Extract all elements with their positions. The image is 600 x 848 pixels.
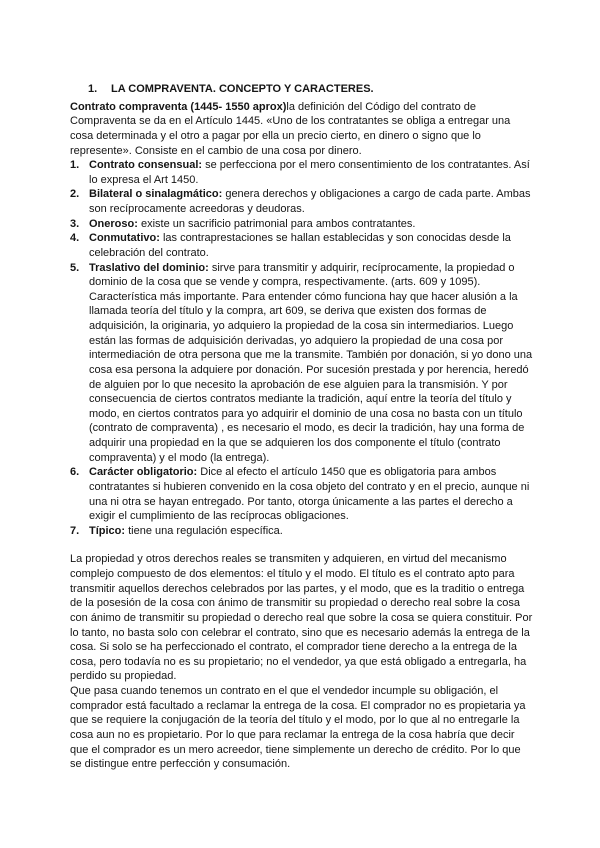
list-item — [70, 158, 534, 187]
list-item-body — [89, 217, 534, 232]
section-title-text: LA COMPRAVENTA. CONCEPTO Y CARACTERES. — [111, 83, 374, 95]
list-item-number: 6. — [70, 466, 80, 479]
list-item-term: Oneroso: — [89, 217, 138, 230]
list-item-text: existe un sacrificio patrimonial para ambos contratantes. — [137, 217, 416, 230]
list-item-text: sirve para transmitir y adquirir, recíprocamente, la propiedad o dominio de la cosa que se vende y compra, respectivamente. (arts. 609 y 1095). Característica más importante. Para entender cómo funciona hay que hacer alusión a la llamada teoría del título y la compra, art 609, se deriva que existen dos formas de adquisición, la originaria, yo adquiero la propiedad de la cosa sin intermediarios. Luego están las formas de adquisición derivadas, yo adquiero la propiedad de una cosa por intermediación de otra persona que me la transmite. También por donación, si yo dono una cosa esa persona la adquiere por donación. Por sucesión prestada y por herencia, heredó de alguien por lo que necesito la aprobación de ese alguien para la transmisión. Y por consecuencia de ciertos contratos mediante la tradición, aquí entre la teoría del título y modo, en ciertos contratos para yo adquirir el dominio de una cosa no basta con un título (contrato de compraventa) , es necesario el modo, es decir la tradición, hay una forma de adquirir una propiedad en la que se adquieren los dos componente el título (contrato compraventa) y el modo (la entrega). — [89, 261, 533, 464]
list-item-text: se perfecciona por el mero consentimiento de los contratantes. Así lo expresa el Art 1450. — [89, 159, 530, 186]
list-item-number: 4. — [70, 232, 80, 245]
intro-text: la definición del Código del contrato de Compraventa se da en el Artículo 1445. «Uno de los contratantes se obliga a entregar una cosa determinada y el otro a pagar por ella un precio cierto, en dinero o signo que lo represente». Consiste en el cambio de una cosa por dinero. — [70, 100, 511, 157]
list-item-body — [89, 231, 534, 260]
intro-term: Contrato compraventa (1445- 1550 aprox) — [70, 100, 287, 113]
list-item-number: 3. — [70, 217, 80, 230]
list-item — [70, 217, 534, 232]
list-item-body — [89, 187, 534, 216]
list-item-number: 2. — [70, 188, 80, 201]
list-item-body — [89, 465, 534, 524]
list-item — [70, 261, 534, 466]
list-item-number: 5. — [70, 261, 80, 274]
list-item — [70, 231, 534, 260]
list-item-number: 1. — [70, 159, 80, 172]
list-item-number: 7. — [70, 524, 80, 537]
list-item-text: las contraprestaciones se hallan establecidas y son conocidas desde la celebración del contrato. — [89, 232, 511, 259]
section-title — [70, 82, 534, 97]
list-item-term: Carácter obligatorio: — [89, 466, 198, 479]
list-item-term: Bilateral o sinalagmático: — [89, 188, 223, 201]
list-item-term: Traslativo del dominio: — [89, 261, 209, 274]
list-item-body — [89, 158, 534, 187]
list-item-term: Típico: — [89, 524, 126, 537]
list-item-term: Conmutativo: — [89, 232, 160, 245]
list-item — [70, 465, 534, 524]
list-item-text: genera derechos y obligaciones a cargo de cada parte. Ambas son recíprocamente acreedoras y deudoras. — [89, 188, 531, 215]
list-item-body — [89, 524, 534, 539]
list-item-term: Contrato consensual: — [89, 159, 203, 172]
list-item-text: tiene una regulación específica. — [125, 524, 283, 537]
body-paragraph: Que pasa cuando tenemos un contrato en el que el vendedor incumple su obligación, el comprador está facultado a reclamar la entrega de la cosa. El comprador no es propietaria ya que se requiere la conjugación de la teoría del título y el modo, por lo que al no entregarle la cosa aun no es propietario. Por lo que para reclamar la entrega de la cosa habría que decir que el comprador es un mero acreedor, tiene simplemente un derecho de crédito. Por lo que se distingue entre perfección y consumación. — [70, 685, 526, 771]
list-item-text: Dice al efecto el artículo 1450 que es obligatoria para ambos contratantes si hubieren convenido en la cosa objeto del contrato y en el precio, aunque ni una ni otra se hayan entregado. Por tanto, otorga únicamente a las partes el derecho a exigir el cumplimiento de las recíprocas obligaciones. — [89, 466, 530, 523]
body-paragraph: La propiedad y otros derechos reales se transmiten y adquieren, en virtud del mecanismo complejo compuesto de dos elementos: el título y el modo. El título es el contrato apto para transmitir aquellos derechos celebrados por las partes, y el modo, que es la traditio o entrega de la posesión de la cosa con ánimo de transmitir su propiedad o derecho real sobre la cosa con ánimo de transmitir su propiedad o derecho real que sobre la cosa se quiera constituir. Por lo tanto, no basta solo con celebrar el contrato, sino que es necesario además la entrega de la cosa. Si solo se ha perfeccionado el contrato, el comprador tiene derecho a la entrega de la cosa, pero todavía no es su propietario; no el vendedor, ya que está obligado a entregarla, ha perdido su propiedad. — [70, 553, 533, 683]
list-item — [70, 187, 534, 216]
section-title-number: 1. — [88, 83, 98, 95]
list-item — [70, 524, 534, 539]
list-item-body — [89, 261, 534, 466]
intro-paragraph — [70, 100, 534, 159]
